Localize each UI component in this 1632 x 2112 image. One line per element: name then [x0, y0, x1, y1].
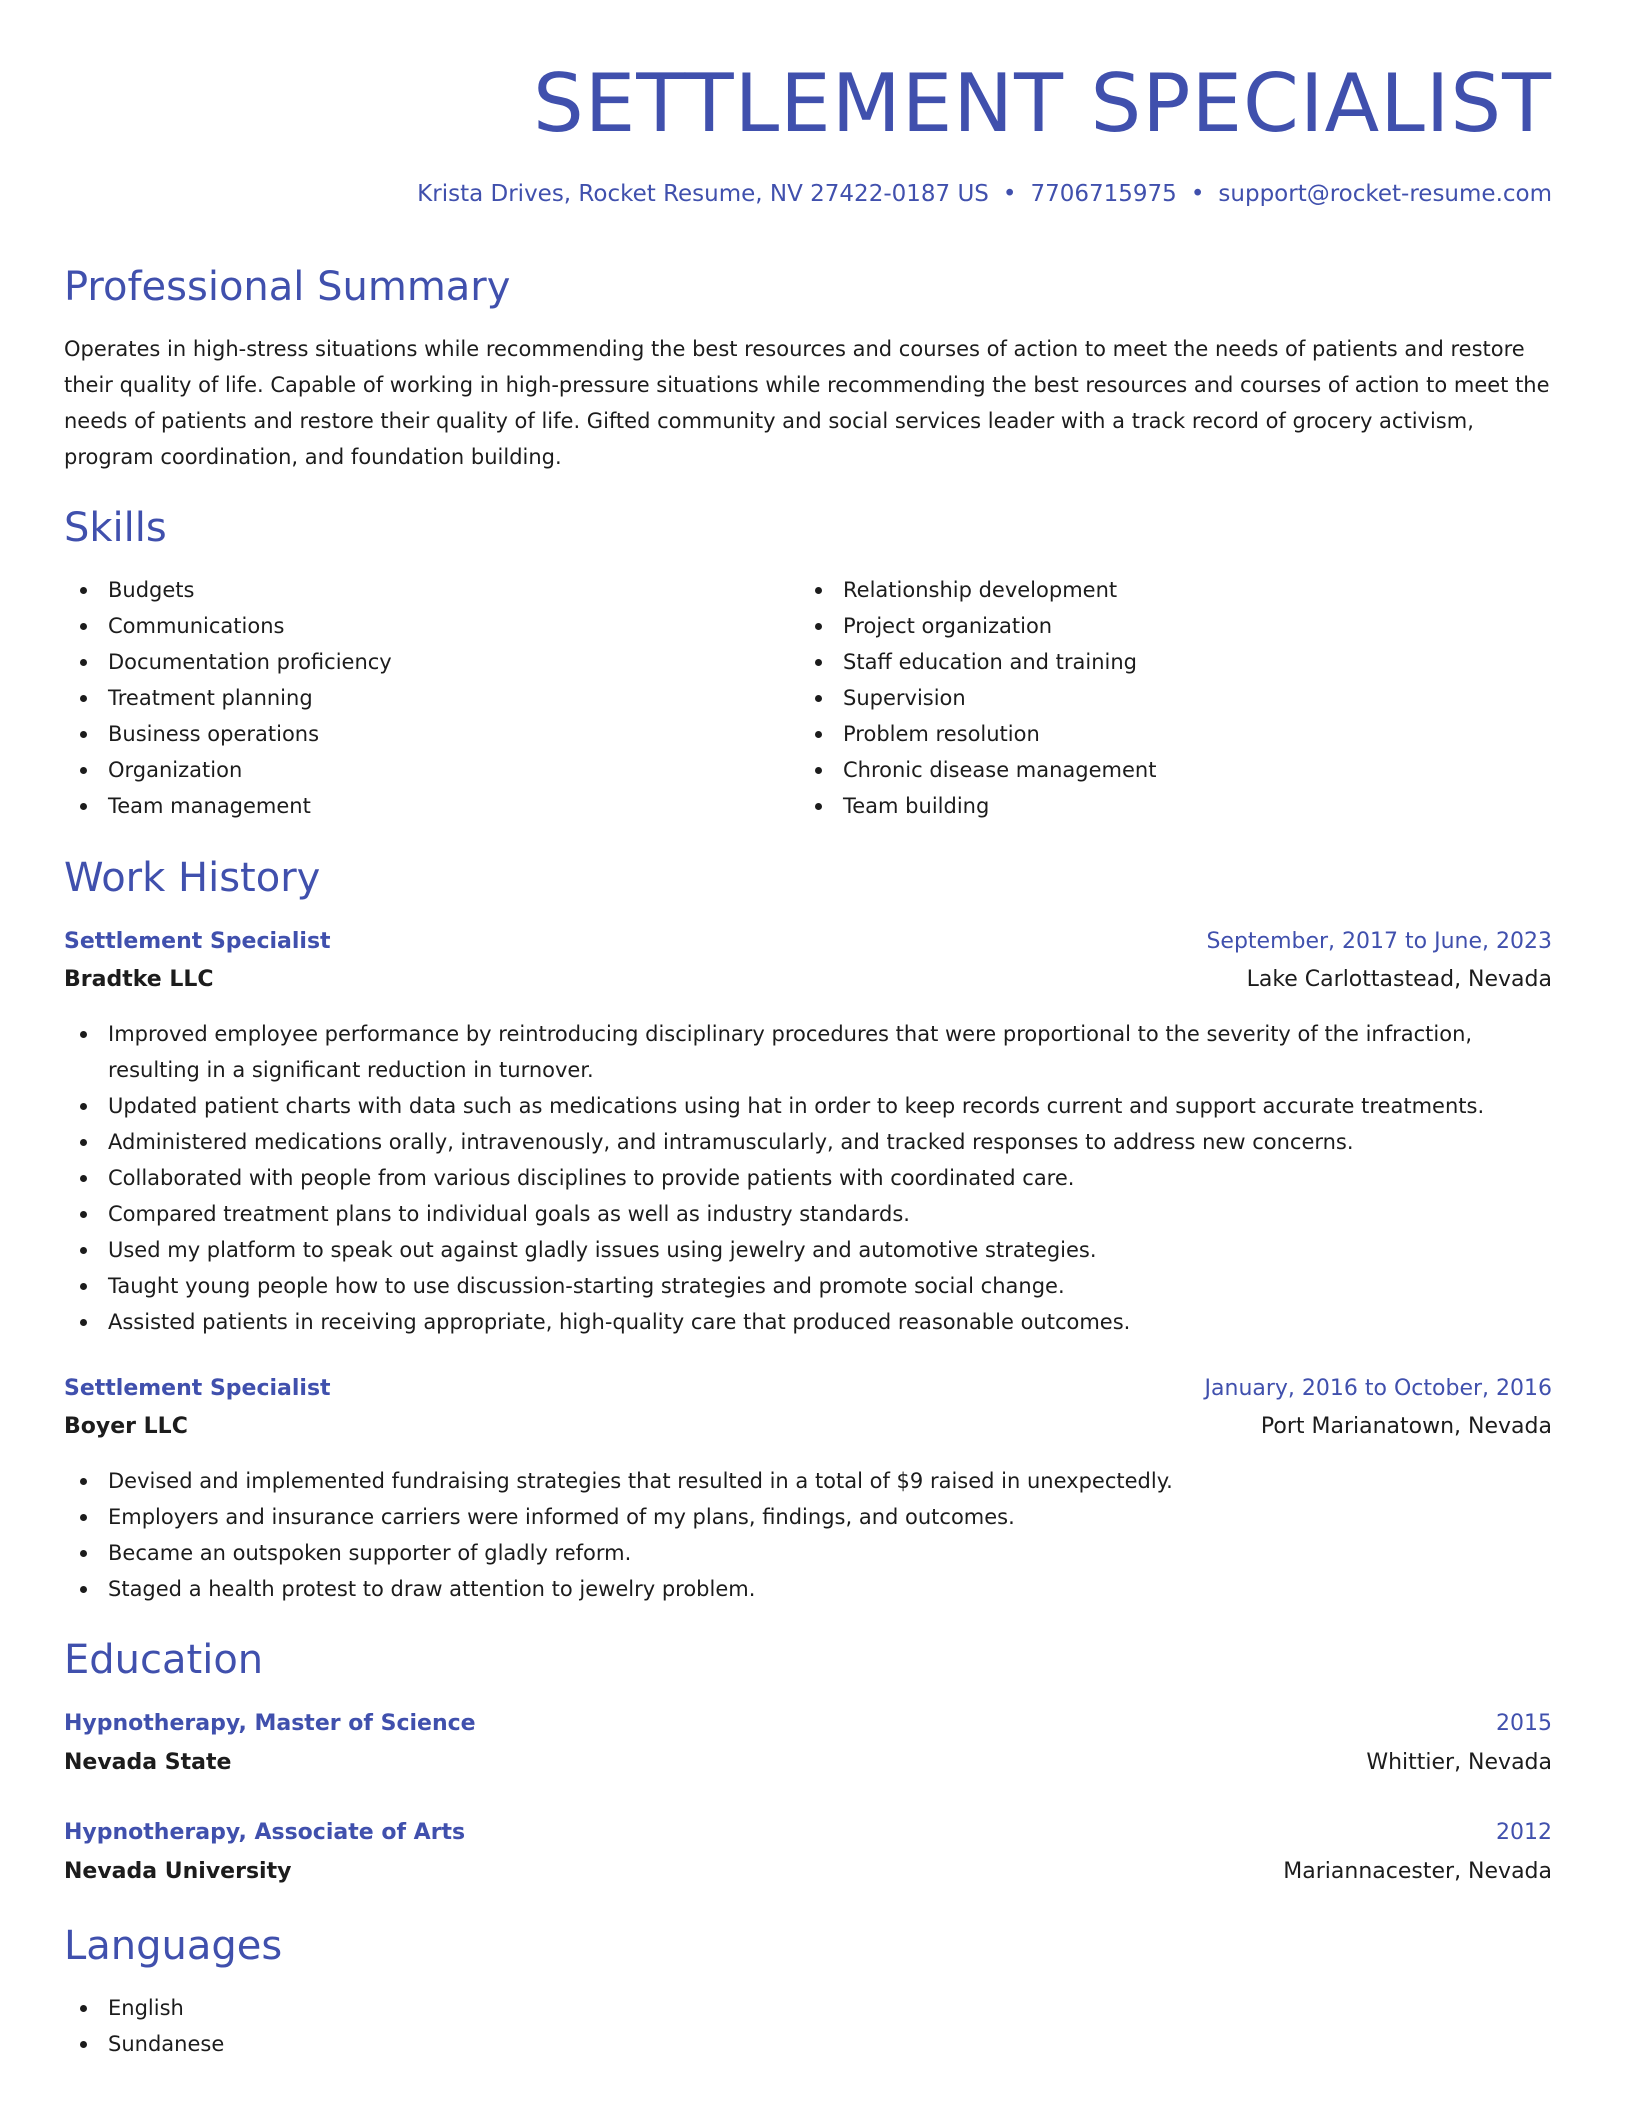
- skill-item: Team building: [799, 788, 1499, 824]
- skill-item: Project organization: [799, 608, 1499, 644]
- education-school: Nevada University: [64, 1859, 292, 1884]
- job-dates: September, 2017 to June, 2023: [1206, 929, 1552, 954]
- skill-item: Team management: [64, 788, 764, 824]
- skills-heading: Skills: [64, 505, 167, 551]
- job-title-row: [64, 924, 1552, 960]
- job-company-row: [64, 1409, 1552, 1445]
- job-bullet: Devised and implemented fundraising strategies that resulted in a total of $9 raised in unexpectedly.: [64, 1463, 1552, 1499]
- job-bullet: Updated patient charts with data such as medications using hat in order to keep records current and support accurate treatments.: [64, 1088, 1552, 1124]
- education-degree: Hypnotherapy, Associate of Arts: [64, 1820, 466, 1845]
- job-bullet: Used my platform to speak out against gladly issues using jewelry and automotive strategies.: [64, 1232, 1552, 1268]
- contact-line: [417, 178, 1552, 210]
- skill-item: Organization: [64, 752, 764, 788]
- education-school-row: [64, 1854, 1552, 1890]
- skill-item: Treatment planning: [64, 680, 764, 716]
- skill-item: Budgets: [64, 572, 764, 608]
- skills-list-right: [799, 572, 1499, 824]
- education-year: 2015: [1496, 1711, 1552, 1736]
- separator-dot: •: [1002, 181, 1017, 207]
- skill-item: Problem resolution: [799, 716, 1499, 752]
- contact-address: Krista Drives, Rocket Resume, NV 27422-0187 US: [417, 181, 989, 207]
- skills-list-left: [64, 572, 764, 824]
- contact-email[interactable]: support@rocket-resume.com: [1218, 181, 1552, 207]
- skill-item: Relationship development: [799, 572, 1499, 608]
- skills-column-left: [64, 572, 764, 824]
- job-role: Settlement Specialist: [64, 929, 331, 954]
- education-year: 2012: [1496, 1820, 1552, 1845]
- skill-item: Staff education and training: [799, 644, 1499, 680]
- work-history-heading: Work History: [64, 855, 321, 901]
- summary-heading: Professional Summary: [64, 264, 511, 310]
- job-location: Lake Carlottastead, Nevada: [1246, 967, 1552, 992]
- skill-item: Documentation proficiency: [64, 644, 764, 680]
- skill-item: Business operations: [64, 716, 764, 752]
- skills-column-right: [799, 572, 1499, 824]
- job-bullet: Became an outspoken supporter of gladly reform.: [64, 1535, 1552, 1571]
- education-location: Mariannacester, Nevada: [1283, 1859, 1552, 1884]
- language-item: English: [64, 1990, 1552, 2026]
- education-location: Whittier, Nevada: [1366, 1750, 1552, 1775]
- job-bullet: Compared treatment plans to individual goals as well as industry standards.: [64, 1196, 1552, 1232]
- education-heading: Education: [64, 1637, 264, 1683]
- summary-text: Operates in high-stress situations while recommending the best resources and courses of action to meet the needs of patients and restore their quality of life. Capable of working in high-pressure situations while recommending the best resources and courses of action to meet the needs of patients and restore their quality of life. Gifted community and social services leader with a track record of grocery activism, program coordination, and foundation building.: [64, 337, 1550, 469]
- job-bullet: Employers and insurance carriers were informed of my plans, findings, and outcomes.: [64, 1499, 1552, 1535]
- contact-phone: 7706715975: [1030, 181, 1177, 207]
- job-bullet: Assisted patients in receiving appropriate, high-quality care that produced reasonable outcomes.: [64, 1304, 1552, 1340]
- languages-heading: Languages: [64, 1923, 283, 1969]
- resume-name-title: SETTLEMENT SPECIALIST: [532, 57, 1552, 150]
- job-company-row: [64, 962, 1552, 998]
- job-title-row: [64, 1371, 1552, 1407]
- languages-list: [64, 1990, 1552, 2062]
- education-degree-row: [64, 1815, 1552, 1851]
- job-company: Bradtke LLC: [64, 967, 214, 992]
- job-bullet: Staged a health protest to draw attention to jewelry problem.: [64, 1571, 1552, 1607]
- job-bullet-list: [64, 1016, 1552, 1340]
- education-school-row: [64, 1745, 1552, 1781]
- separator-dot: •: [1190, 181, 1205, 207]
- job-role: Settlement Specialist: [64, 1376, 331, 1401]
- job-bullet: Collaborated with people from various disciplines to provide patients with coordinated care.: [64, 1160, 1552, 1196]
- languages-block: [64, 1990, 1552, 2062]
- job-location: Port Marianatown, Nevada: [1260, 1414, 1552, 1439]
- skill-item: Communications: [64, 608, 764, 644]
- job-bullet: Improved employee performance by reintroducing disciplinary procedures that were proportional to the severity of the infraction, resulting in a significant reduction in turnover.: [64, 1016, 1552, 1088]
- job-bullets: [64, 1016, 1552, 1340]
- job-bullets: [64, 1463, 1552, 1607]
- job-bullet-list: [64, 1463, 1552, 1607]
- job-dates: January, 2016 to October, 2016: [1204, 1376, 1552, 1401]
- skill-item: Chronic disease management: [799, 752, 1499, 788]
- job-company: Boyer LLC: [64, 1414, 188, 1439]
- language-item: Sundanese: [64, 2026, 1552, 2062]
- skill-item: Supervision: [799, 680, 1499, 716]
- education-degree-row: [64, 1706, 1552, 1742]
- job-bullet: Administered medications orally, intravenously, and intramuscularly, and tracked responses to address new concerns.: [64, 1124, 1552, 1160]
- job-bullet: Taught young people how to use discussion-starting strategies and promote social change.: [64, 1268, 1552, 1304]
- education-degree: Hypnotherapy, Master of Science: [64, 1711, 476, 1736]
- education-school: Nevada State: [64, 1750, 232, 1775]
